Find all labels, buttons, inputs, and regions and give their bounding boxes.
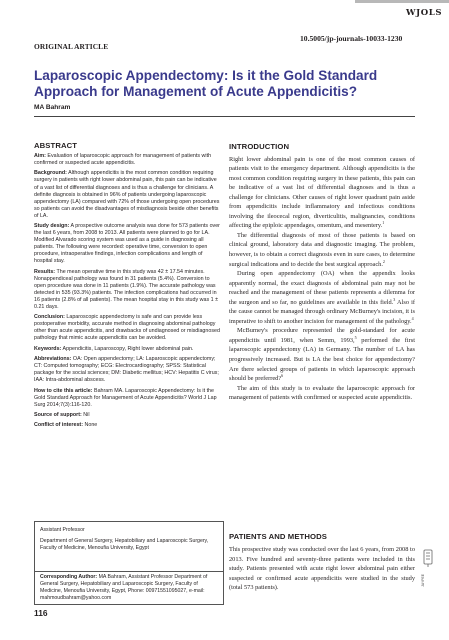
abstract-heading: ABSTRACT bbox=[34, 141, 78, 150]
intro-paragraph-3 bbox=[229, 269, 415, 326]
intro-p3-text: During open appendectomy (OA) when the appendix looks apparently normal, the exact diagnosis of abdominal pain may not be reached and the management of these patients represents a dilemma for the surgeon and so far, no guidelines are available in this field. bbox=[229, 270, 415, 306]
intro-paragraph-1 bbox=[229, 155, 415, 231]
author-role: Assistant Professor bbox=[40, 527, 85, 533]
corresponding-author bbox=[35, 571, 223, 605]
ref-5[interactable]: 5 bbox=[354, 334, 357, 340]
intro-p2-text: The differential diagnosis of most of those patients is based on clinical ground, laboratory data and diagnostic imaging. The problem, however, is to obtain a correct diagnosis even in sure cases, to determine surgical indications and to decide the best surgical approach. bbox=[229, 231, 415, 268]
author-name: MA Bahram bbox=[34, 104, 71, 111]
support-label: Source of support: bbox=[34, 411, 82, 418]
design-label: Study design: bbox=[34, 223, 70, 230]
intro-p1-text: Right lower abdominal pain is one of the most common causes of patients visit to the emergency department. Although appendicitis is the most common condition requiring surgery in these patients, this pain can be indicative of a vast list of differential diagnoses and is thus a challenge for clinicians. Other causes of right lower quadrant pain aside from appendicitis include inflammatory and infectious conditions involving the ileocecal region, diverticulitis, malignancies, conditions affecting the epiploic appendages, omentum, and mesentery. bbox=[229, 155, 415, 230]
abstract-abbreviations bbox=[34, 356, 222, 384]
conclusion-text: Laparoscopic appendectomy is safe and can provide less postoperative morbidity, accurate method in diagnosing abdominal pathology other than acute appendicitis, and drawbacks of undiagnosed or misdiagnosed pathology that mimic acute appendicitis can be avoided. bbox=[34, 314, 220, 342]
journal-name: WJOLS bbox=[406, 8, 443, 18]
intro-paragraph-4 bbox=[229, 326, 415, 383]
cite-label: How to cite this article: bbox=[34, 387, 93, 394]
abstract-conflict bbox=[34, 422, 222, 429]
header-bar bbox=[355, 0, 449, 3]
abstract-citation bbox=[34, 388, 222, 409]
ref-4[interactable]: 4 bbox=[411, 315, 414, 321]
support-text: Nil bbox=[83, 411, 90, 418]
article-title: Laparoscopic Appendectomy: Is it the Gold Standard Approach for Management of Acute Appendicitis? bbox=[34, 68, 378, 99]
affiliation-box bbox=[34, 521, 224, 572]
ref-6[interactable]: 6 bbox=[281, 373, 284, 379]
introduction-heading: INTRODUCTION bbox=[229, 142, 290, 151]
introduction-section bbox=[229, 142, 415, 403]
corr-label: Corresponding Author: bbox=[40, 574, 98, 580]
keywords-label: Keywords: bbox=[34, 345, 62, 352]
conflict-label: Conflict of interest: bbox=[34, 422, 83, 429]
article-type: ORIGINAL ARTICLE bbox=[34, 42, 109, 51]
conflict-text: None bbox=[84, 422, 98, 429]
author-department: Department of General Surgery, Hepatobiliary and Laparoscopic Surgery, Faculty of Medicine, Menoufia University, Egypt bbox=[40, 537, 209, 552]
abstract-background bbox=[34, 170, 222, 219]
publisher-side-mark: JAYPEE bbox=[421, 574, 425, 587]
cite-text: Bahram MA. Laparoscopic Appendectomy: Is it the Gold Standard Approach for Management of Acute Appendicitis? World J Lap Surg 2014;7(3):116-120. bbox=[34, 387, 217, 408]
ref-1[interactable]: 1 bbox=[382, 220, 385, 226]
abstract-section bbox=[34, 142, 222, 433]
ref-2[interactable]: 2 bbox=[382, 258, 385, 264]
ref-3[interactable]: 3 bbox=[393, 296, 396, 302]
background-text: Although appendicitis is the most common condition requiring surgery in patients with right lower abdominal pain, this pain can be indicative of a vast list of differential diagnoses and is thus a challenge for clinicians. A definite diagnosis is obtained in 96% of patients undergoing laparoscopic appendectomy (LA) compared with 72% of those undergoing open procedures so patients can avoid the disadvantages of misdiagnosis beside other benefits of LA. bbox=[34, 170, 220, 219]
abstract-keywords bbox=[34, 346, 222, 353]
background-label: Background: bbox=[34, 170, 67, 177]
intro-p3b-text: Also if the cause cannot be managed through ordinary McBurney's incision, it is imperative to shift to another incision for management of the pathology. bbox=[229, 298, 415, 325]
design-text: A prospective outcome analysis was done for 573 patients over the last 6 years, from 2008 to 2013. All patients were planned to go for LA. Modified Alvarado scoring system was used as a guide in diagnosing all patients. The following were recorded: operative time, conversion to open procedure, intraoperative findings, infection complications and length of hospital stay. bbox=[34, 223, 220, 265]
intro-paragraph-2 bbox=[229, 231, 415, 269]
abstract-conclusion bbox=[34, 314, 222, 342]
intro-paragraph-5: The aim of this study is to evaluate the laparoscopic approach for management of patients with confirmed or suspected acute appendicitis. bbox=[229, 384, 415, 402]
page-number: 116 bbox=[34, 608, 48, 618]
doi-text[interactable]: 10.5005/jp-journals-10033-1230 bbox=[300, 34, 403, 43]
abstract-support bbox=[34, 412, 222, 419]
conclusion-label: Conclusion: bbox=[34, 314, 65, 321]
intro-p4-text: McBurney's procedure represented the gold-standard for acute appendicitis until 1981, when Semm, 1993, bbox=[229, 327, 415, 344]
intro-p4b-text: performed the first laparoscopic appendectomy (LA) in Germany. The number of LA has progressively increased. But is LA the best choice for appendectomy? Are there selected groups of patients in which laparoscopic approach should be preferred? bbox=[229, 336, 415, 383]
corr-text: MA Bahram, Assistant Professor Department of General Surgery, Hepatobiliary and Laparoscopic Surgery, Faculty of Medicine, Menoufia University, Egypt, Phone: 00971551095027, e-mail: mahmoudbahram@yahoo.com bbox=[40, 574, 208, 602]
methods-paragraph-1: This prospective study was conducted over the last 6 years, from 2008 to 2013. Five hundred and seventy-three patients were included in this study. Patients presented with acute right lower abdominal pain either suspected or confirmed acute appendicitis were studied in the study (total 573 patients). bbox=[229, 546, 415, 592]
abbrev-text: OA: Open appendectomy; LA: Laparoscopic appendectomy; CT: Computed tomography; ECG: Electrocardiography; SPSS: Statistical package for the social sciences; DM: Diabetic mellitus; HCV: Hepatitis C virus; IAA: Intra-abdominal abscess. bbox=[34, 356, 219, 384]
corresponding-box bbox=[34, 571, 224, 605]
publisher-logo-icon bbox=[421, 548, 435, 568]
abbrev-label: Abbreviations: bbox=[34, 356, 72, 363]
aim-text: Evaluation of laparoscopic approach for management of patients with confirmed or suspected acute appendicitis. bbox=[34, 153, 212, 167]
results-label: Results: bbox=[34, 268, 56, 275]
aim-label: Aim: bbox=[34, 153, 46, 160]
results-text: The mean operative time in this study was 42 ± 17.54 minutes. Nonappendiceal pathology was found in 31 patients (5.4%). Conversion to open procedure was done in 11 patients (1.9%). The accurate pathology was detected in 535 (93.3%) patients. The infection complications had occurred in 16 patients (2.8% of all patients). The mean hospital stay in this study was 1 ± 0.21 days. bbox=[34, 268, 219, 310]
abstract-aim bbox=[34, 153, 222, 167]
keywords-text: Appendicitis, Laparoscopy, Right lower abdominal pain. bbox=[62, 345, 194, 352]
abstract-results bbox=[34, 269, 222, 311]
abstract-design bbox=[34, 223, 222, 265]
title-divider bbox=[34, 116, 415, 117]
methods-heading: PATIENTS AND METHODS bbox=[229, 532, 327, 541]
